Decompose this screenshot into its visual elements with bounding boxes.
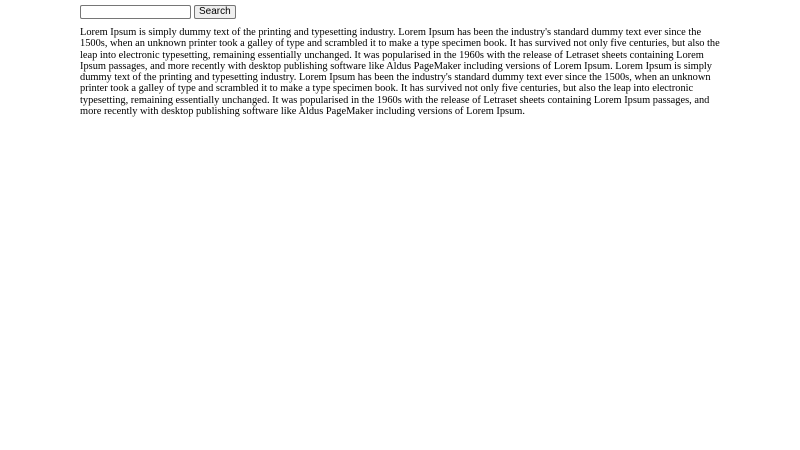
search-form [80,5,236,19]
search-button[interactable]: Search [194,5,236,19]
search-input[interactable] [80,5,191,19]
body-text: Lorem Ipsum is simply dummy text of the printing and typesetting industry. Lorem Ipsum has been the industry's standard dummy text ever since the 1500s, when an unknown printer took a galley of type and scrambled it to make a type specimen book. It has survived not only five centuries, but also the leap into electronic typesetting, remaining essentially unchanged. It was popularised in the 1960s with the release of Letraset sheets containing Lorem Ipsum passages, and more recently with desktop publishing software like Aldus PageMaker including versions of Lorem Ipsum. Lorem Ipsum is simply dummy text of the printing and typesetting industry. Lorem Ipsum has been the industry's standard dummy text ever since the 1500s, when an unknown printer took a galley of type and scrambled it to make a type specimen book. It has survived not only five centuries, but also the leap into electronic typesetting, remaining essentially unchanged. It was popularised in the 1960s with the release of Letraset sheets containing Lorem Ipsum passages, and more recently with desktop publishing software like Aldus PageMaker including versions of Lorem Ipsum. [80,27,720,118]
